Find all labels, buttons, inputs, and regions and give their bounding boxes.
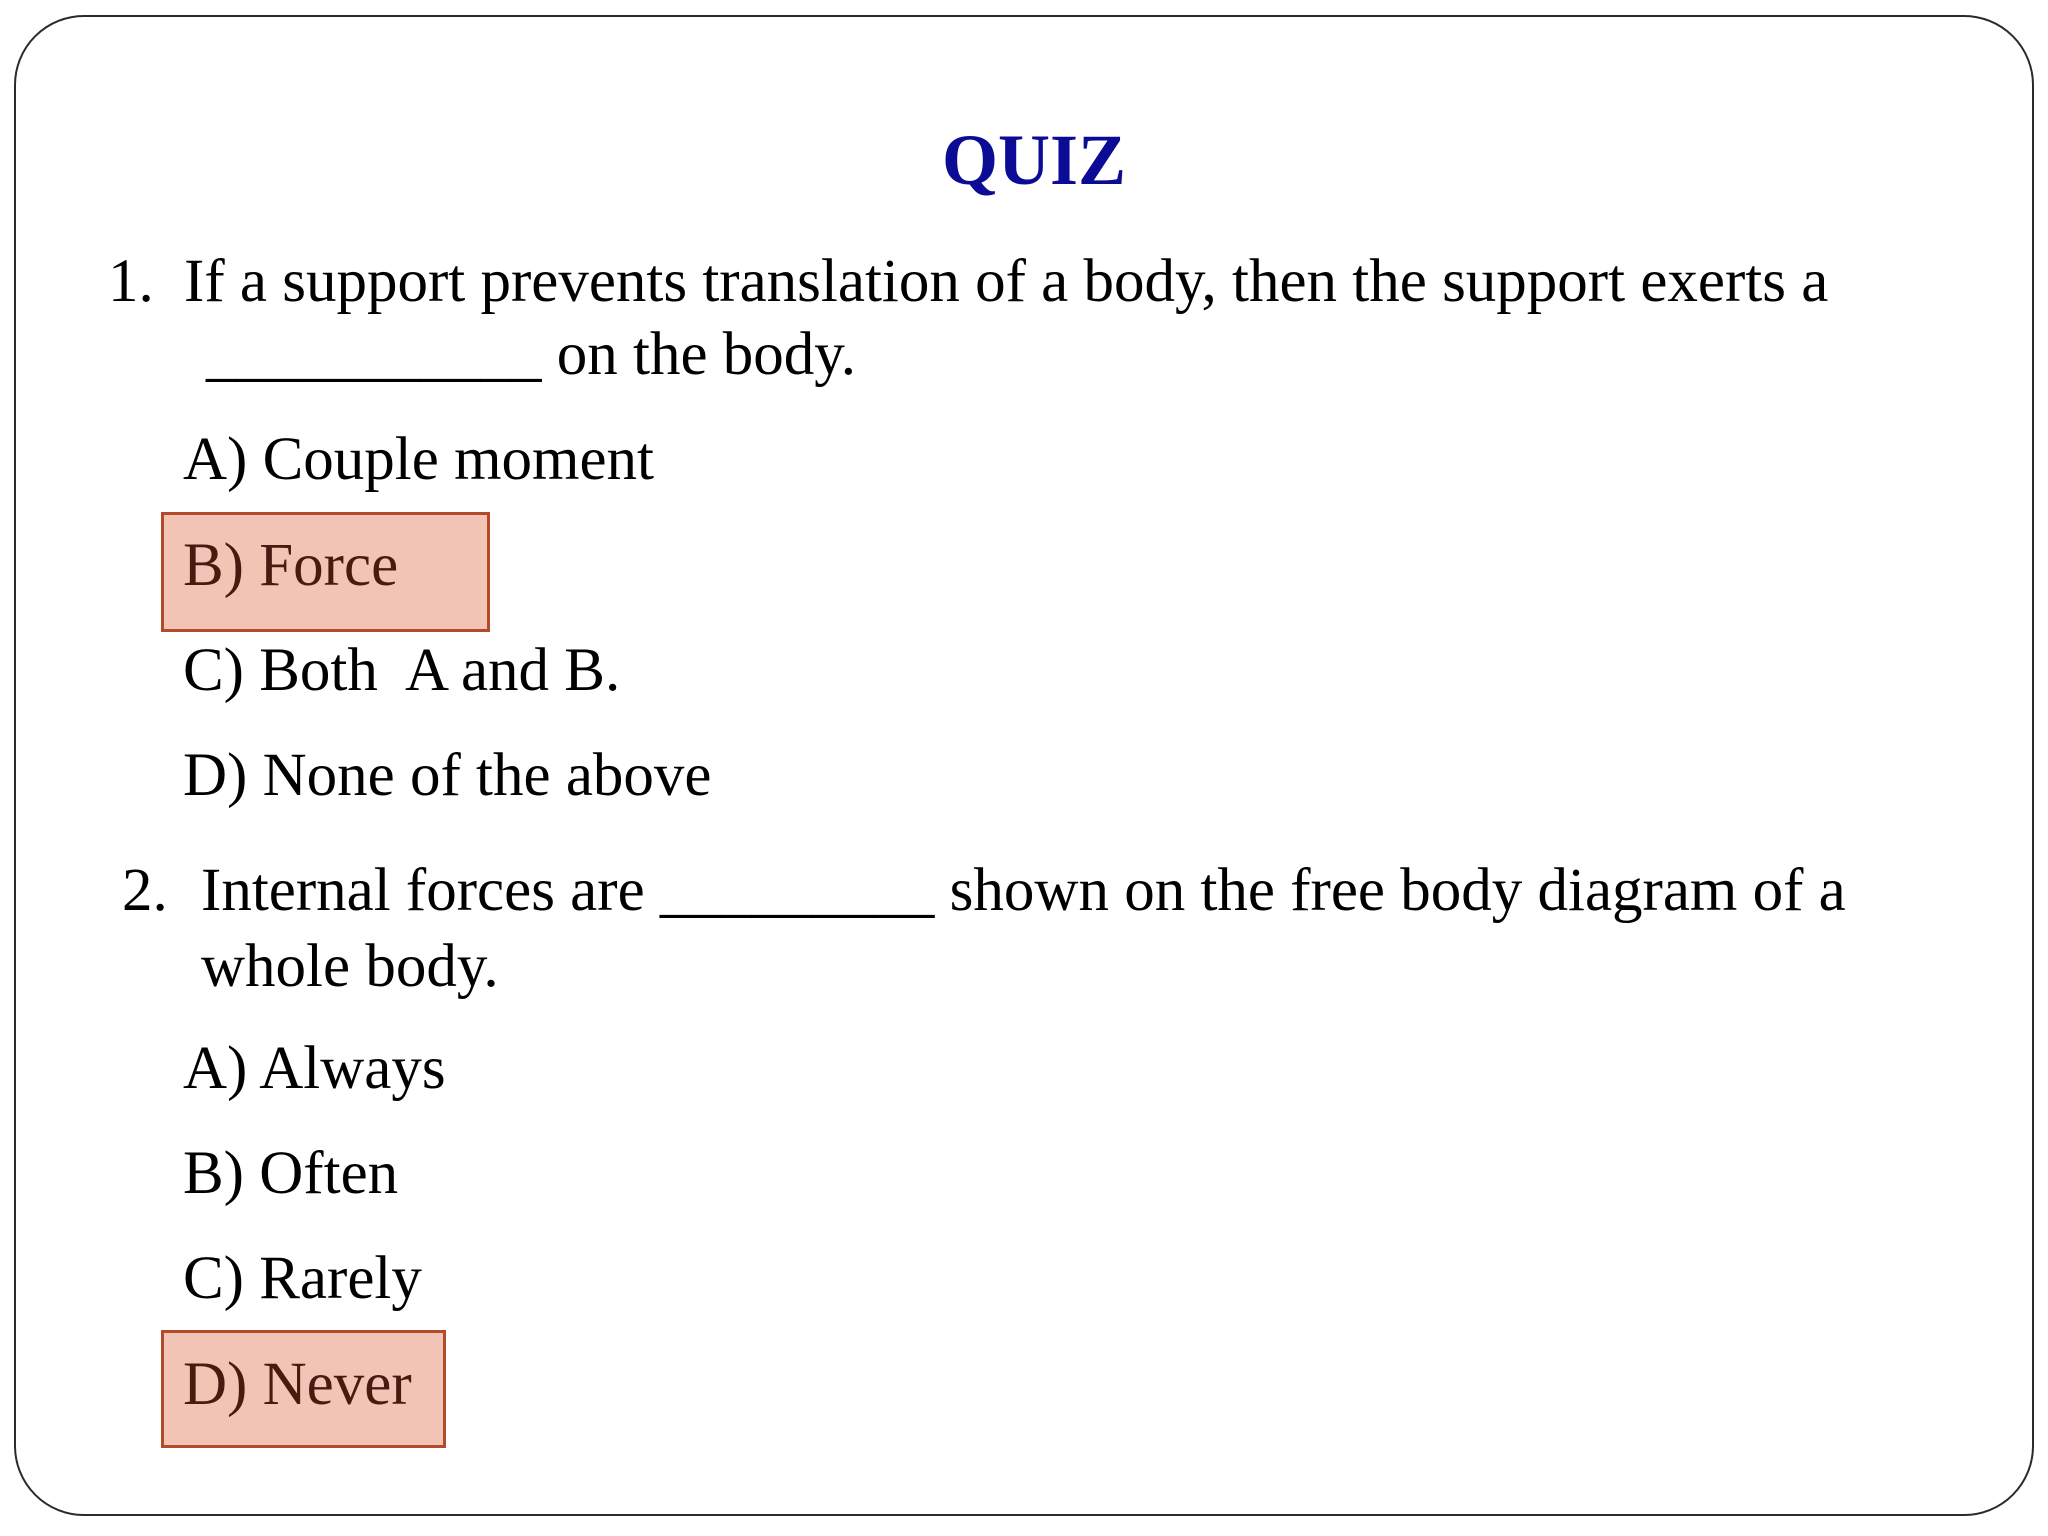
question-1-option-d[interactable]: D) None of the above xyxy=(183,742,712,809)
question-1-number: 1. xyxy=(108,248,154,315)
question-1-option-a[interactable]: A) Couple moment xyxy=(183,426,654,493)
question-1-option-b[interactable]: B) Force xyxy=(183,532,399,599)
question-2-text-line-2: whole body. xyxy=(201,933,499,1000)
question-2-text-line-1: Internal forces are _________ shown on the free body diagram of a xyxy=(201,857,1846,924)
question-2-option-b[interactable]: B) Often xyxy=(183,1140,399,1207)
question-2-option-c[interactable]: C) Rarely xyxy=(183,1245,422,1312)
question-1-text-line-2: ___________ on the body. xyxy=(206,321,857,388)
question-2-option-d[interactable]: D) Never xyxy=(183,1351,412,1418)
question-2-option-a[interactable]: A) Always xyxy=(183,1035,446,1102)
question-1-option-c[interactable]: C) Both A and B. xyxy=(183,637,621,704)
question-2-number: 2. xyxy=(122,857,168,924)
slide-title: QUIZ xyxy=(941,120,1127,200)
question-1-text-line-1: If a support prevents translation of a body, then the support exerts a xyxy=(184,248,1829,315)
